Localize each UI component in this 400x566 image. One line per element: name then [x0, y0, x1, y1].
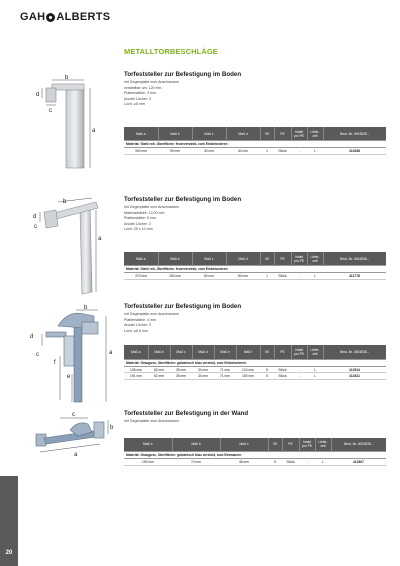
product-3-image	[24, 304, 120, 408]
cell: 198 mm	[124, 366, 148, 373]
cell: 50 mm	[226, 273, 260, 280]
material-note: Material: Grauguss, Oberfläche: galvanisch blau verzinkt, zum Einmauern	[124, 452, 386, 459]
cell: 124 mm	[236, 366, 260, 373]
section-title: METALLTORBESCHLÄGE	[124, 47, 218, 56]
product-3	[124, 303, 386, 380]
logo-ring-icon	[46, 13, 55, 22]
cell: 5	[260, 373, 274, 380]
col-header: Liefer-zeit	[307, 345, 323, 359]
dim-label-b: b	[84, 305, 88, 311]
col-header: Maß a	[124, 345, 148, 359]
cell: L	[307, 148, 323, 155]
dim-label-c: c	[34, 224, 37, 230]
product-spec: Loch: 25 x 10 mm	[124, 227, 153, 232]
cell: 71 mm	[214, 366, 236, 373]
col-header: VE	[260, 127, 274, 141]
dim-label-e: e	[67, 374, 71, 380]
cell: 30 mm	[192, 148, 226, 155]
col-header: Maß a	[124, 438, 172, 452]
dim-label-b: b	[110, 425, 114, 431]
col-header: Maß b	[172, 438, 220, 452]
cell: 34 mm	[192, 373, 214, 380]
page-tab	[0, 476, 18, 566]
product-spec: mit Gegenplatte zum Anschrauben	[124, 419, 180, 423]
article-number: 412807	[331, 459, 386, 466]
cell: 190 mm	[124, 459, 172, 466]
product-table	[124, 127, 386, 155]
col-header: VE	[260, 345, 274, 359]
col-header: Maß d	[226, 127, 260, 141]
col-header: Best.-Nr. 4004538...	[323, 252, 386, 266]
dim-label-d: d	[30, 334, 34, 340]
product-spec: Plattenstärke: 5 mm	[124, 216, 156, 221]
product-title: Torfeststeller zur Befestigung im Boden	[124, 196, 242, 203]
dim-label-a: a	[74, 452, 78, 458]
product-spec: Plattenstärke: 3 mm	[124, 91, 156, 96]
col-header: Liefer-zeit	[307, 127, 323, 141]
cell: 180 mm	[158, 273, 192, 280]
article-number: 411778	[323, 273, 386, 280]
col-header: Maß c	[220, 438, 268, 452]
article-number: 412821	[323, 373, 386, 380]
cell: 40 mm	[226, 148, 260, 155]
cell: L	[307, 373, 323, 380]
cell: 90 mm	[158, 148, 192, 155]
dim-label-d: d	[33, 214, 37, 220]
col-header: Inhalt pro PE	[291, 345, 307, 359]
page-number: 20	[5, 550, 13, 556]
col-header: Maß b	[158, 252, 192, 266]
product-spec: mit Gegenplatte zum Anschrauben	[124, 312, 180, 316]
col-header: Best.-Nr. 4004538...	[323, 345, 386, 359]
cell: -	[291, 373, 307, 380]
col-header: Liefer-zeit	[307, 252, 323, 266]
cell: 60 mm	[192, 273, 226, 280]
dim-label-b: b	[65, 75, 69, 81]
product-table	[124, 438, 386, 466]
product-4	[124, 410, 386, 466]
material-note: Material: Stahl roh, Oberfläche: feuerverzinkt, zum Einbetonieren	[124, 266, 386, 273]
table-row	[124, 273, 386, 280]
cell: Stück	[274, 273, 291, 280]
product-2	[124, 196, 386, 280]
cell: -	[299, 459, 315, 466]
product-spec: mit Gegenplatte zum Anschrauben	[124, 80, 180, 84]
cell: 150 mm	[236, 373, 260, 380]
product-table	[124, 345, 386, 380]
cell: -	[291, 366, 307, 373]
col-header: Maß b	[148, 345, 170, 359]
cell: 35 mm	[170, 373, 192, 380]
table-row	[124, 373, 386, 380]
table-row	[124, 459, 386, 466]
cell: 1	[260, 148, 274, 155]
dim-label-f: f	[54, 360, 56, 366]
col-header: PE	[274, 345, 291, 359]
cell: 71 mm	[214, 373, 236, 380]
cell: 34 mm	[192, 366, 214, 373]
product-1	[124, 71, 386, 155]
cell: L	[307, 366, 323, 373]
dim-label-a: a	[92, 128, 96, 134]
cell: 370 mm	[124, 273, 158, 280]
cell: -	[291, 273, 307, 280]
product-spec: Loch: ⌀6,5 mm	[124, 328, 148, 333]
cell: 5	[268, 459, 282, 466]
cell: 191 mm	[124, 373, 148, 380]
col-header: Inhalt pro PE	[291, 127, 307, 141]
cell: L	[315, 459, 331, 466]
brand-left: GAH	[20, 11, 46, 23]
product-spec: Materialstärke: 12,00 mm	[124, 210, 165, 215]
col-header: PE	[274, 127, 291, 141]
col-header: Maß e	[214, 345, 236, 359]
product-4-image	[30, 408, 120, 458]
product-spec: Anzahl Löcher: 2	[124, 221, 151, 226]
col-header: Maß a	[124, 252, 158, 266]
dim-label-c: c	[72, 412, 75, 418]
product-spec: Anzahl Löcher: 3	[124, 323, 151, 328]
cell: Stück	[274, 148, 291, 155]
cell: 300 mm	[124, 148, 158, 155]
dim-label-a: a	[98, 236, 102, 242]
col-header: Maß f	[236, 345, 260, 359]
dim-label-c: c	[36, 352, 39, 358]
product-spec: Plattenstärke: 4 mm	[124, 317, 156, 322]
col-header: Maß d	[226, 252, 260, 266]
cell: 52 mm	[148, 373, 170, 380]
product-spec: verstellbar um: 120 mm	[124, 85, 162, 90]
material-note: Material: Stahl roh, Oberfläche: feuerverzinkt, zum Einbetonieren	[124, 141, 386, 148]
col-header: VE	[260, 252, 274, 266]
col-header: Inhalt pro PE	[291, 252, 307, 266]
cell: 5	[260, 366, 274, 373]
product-2-image	[30, 196, 110, 296]
material-note: Material: Grauguss, Oberfläche: galvanisch blau verzinkt, zum Einbetonieren	[124, 359, 386, 366]
cell: 1	[260, 273, 274, 280]
cell: Stück	[282, 459, 299, 466]
article-number: 412814	[323, 366, 386, 373]
col-header: Liefer-zeit	[315, 438, 331, 452]
cell: 52 mm	[148, 366, 170, 373]
article-number: 412838	[323, 148, 386, 155]
product-spec: Anzahl Löcher: 3	[124, 96, 151, 101]
cell: -	[291, 148, 307, 155]
col-header: Best.-Nr. 4004538...	[323, 127, 386, 141]
product-title: Torfeststeller zur Befestigung im Boden	[124, 303, 242, 310]
product-table	[124, 252, 386, 280]
product-title: Torfeststeller zur Befestigung im Boden	[124, 71, 242, 78]
col-header: VE	[268, 438, 282, 452]
cell: Stück	[274, 373, 291, 380]
col-header: Maß d	[192, 345, 214, 359]
col-header: Maß b	[158, 127, 192, 141]
brand-logo	[20, 11, 110, 23]
cell: 48 mm	[220, 459, 268, 466]
col-header: PE	[274, 252, 291, 266]
col-header: Maß c	[170, 345, 192, 359]
table-row	[124, 148, 386, 155]
dim-label-b: b	[63, 199, 67, 205]
dim-label-a: a	[109, 350, 113, 356]
col-header: Maß a	[124, 127, 158, 141]
cell: 35 mm	[170, 366, 192, 373]
product-1-image	[30, 74, 110, 174]
col-header: Best.-Nr. 4004538...	[331, 438, 386, 452]
product-spec: mit Gegenplatte zum Anschrauben	[124, 205, 180, 209]
col-header: Maß c	[192, 127, 226, 141]
cell: L	[307, 273, 323, 280]
brand-right: ALBERTS	[56, 11, 111, 23]
cell: Stück	[274, 366, 291, 373]
product-spec: Loch: ⌀5 mm	[124, 102, 145, 107]
product-title: Torfeststeller zur Befestigung in der Wand	[124, 410, 249, 417]
col-header: Inhalt pro PE	[299, 438, 315, 452]
col-header: Maß c	[192, 252, 226, 266]
dim-label-d: d	[36, 92, 40, 98]
col-header: PE	[282, 438, 299, 452]
cell: 74 mm	[172, 459, 220, 466]
dim-label-c: c	[49, 108, 52, 114]
